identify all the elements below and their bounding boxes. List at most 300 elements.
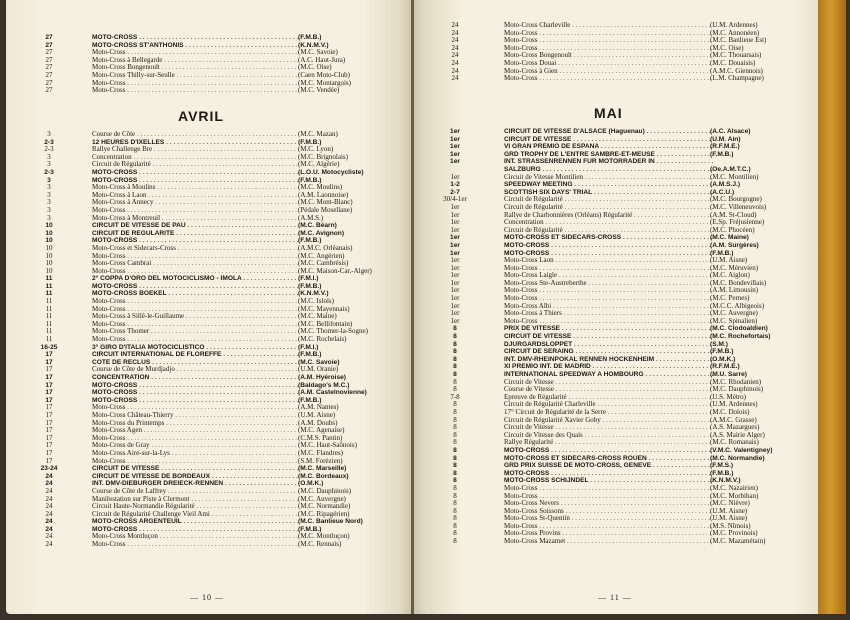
event-date: 23-24 — [40, 465, 58, 473]
event-date: 17 — [45, 389, 53, 397]
event-name: MOTO-CROSS . . . — [92, 389, 298, 397]
event-name: MOTO-CROSS ET SIDECARS-CROSS ROUEN . . . — [504, 455, 714, 463]
event-date: 27 — [45, 86, 53, 95]
event-date: 1er — [450, 263, 460, 272]
event-name: SPEEDWAY MEETING . . . — [504, 181, 714, 189]
event-club: (M.C. Maine) — [710, 234, 749, 242]
event-row — [34, 412, 384, 420]
right-page — [414, 0, 818, 614]
event-club: (A.M. Limousin) — [710, 287, 759, 295]
event-row — [34, 34, 384, 42]
event-name: MOTO-CROSS . . . — [92, 382, 298, 390]
event-date: 27 — [45, 48, 53, 57]
event-date: 1er — [450, 301, 460, 310]
event-date: 11 — [45, 319, 53, 328]
event-date: 1er — [450, 256, 460, 265]
event-date: 8 — [453, 407, 457, 416]
event-row — [34, 290, 384, 298]
event-row — [34, 450, 384, 458]
event-name: Moto-Cross Thomer . . . — [92, 328, 298, 336]
event-row — [34, 306, 384, 314]
event-date: 8 — [453, 340, 457, 348]
event-date: 8 — [453, 446, 457, 454]
event-date: 1er — [450, 202, 460, 211]
event-club: (F.M.I.) — [298, 275, 319, 283]
event-club: (M.C. Aiglon) — [710, 272, 750, 280]
event-name: Manifestation sur Piste à Clermont . . . — [92, 496, 298, 504]
event-name: MOTO-CROSS . . . — [92, 526, 298, 534]
event-club: (M.C. Flandres) — [298, 449, 343, 457]
event-row — [442, 530, 792, 538]
event-name: MOTO-CROSS BOEKEL . . . — [92, 290, 298, 298]
event-name: Moto-Cross . . . — [92, 458, 298, 466]
event-row — [442, 181, 792, 189]
event-row — [442, 356, 792, 364]
event-row — [442, 333, 792, 341]
event-row — [34, 154, 384, 162]
event-row — [442, 37, 792, 45]
event-club: (M.C. Thomer-la-Sogne) — [298, 328, 368, 336]
event-date: 1er — [450, 271, 460, 280]
event-row — [34, 351, 384, 359]
event-name: Epreuve de Régularité . . . — [504, 394, 714, 402]
event-club: (M.C. Brignolais) — [298, 153, 348, 161]
event-name: MOTO-CROSS . . . — [92, 283, 298, 291]
event-row — [34, 184, 384, 192]
event-club: (M.C. Thouarsais) — [710, 52, 762, 60]
event-date: 11 — [45, 304, 53, 313]
event-row — [34, 435, 384, 443]
event-club: (Oe.A.M.T.C.) — [710, 165, 751, 173]
event-row — [442, 485, 792, 493]
event-row — [442, 493, 792, 501]
event-row — [34, 526, 384, 534]
event-club: (S.M. Forézien) — [298, 457, 343, 465]
event-name: Concentration . . . — [92, 154, 298, 162]
event-row — [34, 207, 384, 215]
event-row — [34, 404, 384, 412]
event-club: (M.C. Villeneuvois) — [710, 203, 767, 211]
event-club: (M.C. Mazan) — [298, 131, 338, 138]
event-row — [442, 303, 792, 311]
event-row — [34, 541, 384, 549]
event-name: 17° Circuit de Régularité de la Serre . . . — [504, 409, 714, 417]
event-date: 3 — [47, 183, 51, 192]
event-row — [442, 432, 792, 440]
event-date: 8 — [453, 477, 457, 485]
left-top-rows — [34, 34, 384, 95]
event-club: (A.M.C. Giennois) — [710, 67, 763, 75]
event-date: 8 — [453, 469, 457, 477]
event-club: (M.C. Bondevillais) — [710, 279, 767, 287]
event-club: (U.M. Ain) — [710, 135, 741, 143]
event-row — [442, 523, 792, 531]
event-name: MOTO-CROSS . . . — [504, 470, 714, 478]
event-row — [34, 473, 384, 481]
event-name: MOTO-CROSS . . . — [92, 397, 298, 405]
event-row — [34, 260, 384, 268]
event-date: 2-7 — [450, 188, 460, 196]
event-date: 8 — [453, 529, 457, 538]
event-club: (M.C. Rennais) — [298, 541, 342, 549]
event-club: (F.M.B.) — [298, 34, 322, 41]
event-date: 10 — [45, 259, 53, 268]
event-name: Moto-Cross . . . — [92, 49, 298, 57]
event-row — [442, 477, 792, 485]
event-name: Moto-Cross . . . — [92, 306, 298, 314]
event-name: Moto-Cross . . . — [92, 268, 298, 276]
event-row — [34, 313, 384, 321]
event-club: (M.C. Mayennais) — [298, 305, 350, 313]
event-name: Moto-Cross . . . — [504, 265, 714, 273]
event-row — [34, 465, 384, 473]
event-club: (C.M.S. Pantin) — [298, 434, 343, 442]
event-date: 10 — [45, 229, 53, 237]
event-date: 24 — [45, 509, 53, 518]
event-row — [34, 268, 384, 276]
event-club: (M.C. Cambrésis) — [298, 260, 349, 268]
event-name: Moto-Cross . . . — [92, 207, 298, 215]
event-row — [34, 64, 384, 72]
event-club: (M.C. Rochefortais) — [710, 333, 771, 341]
event-name: CONCENTRATION . . . — [92, 374, 298, 382]
event-date: 17 — [45, 358, 53, 366]
event-date: 17 — [45, 426, 53, 435]
event-row — [34, 336, 384, 344]
event-club: (F.M.I.) — [298, 343, 319, 351]
event-date: 1er — [450, 135, 460, 143]
event-row — [442, 538, 792, 546]
event-date: 8 — [453, 377, 457, 386]
event-name: Rallye Challenge Bre . . . — [92, 146, 298, 154]
event-name: Moto-Cross . . . — [92, 253, 298, 261]
event-date: 11 — [45, 312, 53, 321]
event-name: INTERNATIONAL SPEEDWAY A HOMBOURG . . . — [504, 371, 714, 379]
event-row — [34, 442, 384, 450]
event-name: Moto-Cross . . . — [504, 523, 714, 531]
event-name: Moto-Cross à Montreuil . . . — [92, 215, 298, 223]
event-club: (Caen Moto-Club) — [298, 71, 350, 79]
event-club: (A.M. Laonnoise) — [298, 191, 349, 199]
event-name: Moto-Cross à Thiers . . . — [504, 310, 714, 318]
event-name: COTE DE RECLUS . . . — [92, 359, 298, 367]
event-date: 11 — [45, 275, 53, 283]
event-club: (A.S. Mairie Alger) — [710, 431, 765, 439]
event-row — [442, 143, 792, 151]
event-name: CIRCUIT DE VITESSE DE BORDEAUX . . . — [92, 473, 298, 481]
event-name: Moto-Cross . . . — [504, 45, 714, 53]
event-row — [34, 72, 384, 80]
event-club: (M.C. Annonéen) — [710, 29, 760, 37]
event-name: Circuit de Vitesse des Quais . . . — [504, 432, 714, 440]
event-club: (M.C. Dauphinois) — [298, 487, 352, 495]
event-row — [442, 386, 792, 394]
event-name: Moto-Cross Thilly-sur-Seulle . . . — [92, 72, 298, 80]
event-club: (F.M.B.) — [298, 237, 322, 245]
event-name: Moto-Cross Laon . . . — [504, 257, 714, 265]
event-row — [34, 382, 384, 390]
event-club: (M.C. Normandie) — [710, 454, 765, 462]
event-date: 17 — [45, 410, 53, 419]
event-name: Moto-Cross à Gien . . . — [504, 68, 714, 76]
event-row — [442, 280, 792, 288]
event-name: CIRCUIT DE VITESSE DE PAU . . . — [92, 222, 298, 230]
event-row — [34, 503, 384, 511]
event-name: Moto-Cross Ste-Austreberthe . . . — [504, 280, 714, 288]
event-name: Moto-Cross Nevers . . . — [504, 500, 714, 508]
event-row — [442, 75, 792, 83]
event-date: 17 — [45, 418, 53, 427]
event-date: 10 — [45, 251, 53, 260]
event-date: 1er — [450, 128, 460, 135]
event-date: 24 — [45, 494, 53, 503]
event-club: (M.C. Nièvre) — [710, 500, 750, 508]
event-date: 2-3 — [44, 138, 54, 146]
event-date: 3 — [47, 176, 51, 184]
event-name: Moto-Cross à Laon . . . — [92, 192, 298, 200]
event-name: DJURGARDSLOPPET . . . — [504, 341, 714, 349]
event-date: 7-8 — [450, 392, 460, 401]
event-club: (F.M.B.) — [298, 282, 322, 290]
event-row — [442, 60, 792, 68]
event-name: Moto-Cross et Sidecars-Cross . . . — [92, 245, 298, 253]
event-date: 1er — [450, 143, 460, 151]
event-date: 1er — [450, 218, 460, 227]
event-date: 24 — [45, 532, 53, 541]
event-name: Course de Vitesse . . . — [504, 386, 714, 394]
event-date: 8 — [453, 521, 457, 530]
event-name: Moto-Cross à Moulins . . . — [92, 184, 298, 192]
event-name: Circuit de Régularité Charleville . . . — [504, 401, 714, 409]
event-club: (A.M. Castelnovienne) — [298, 389, 367, 397]
event-row — [34, 253, 384, 261]
event-club: (M.C. Moulins) — [298, 184, 343, 192]
event-date: 8 — [453, 499, 457, 508]
event-row — [442, 394, 792, 402]
event-club: (M.C. Maine) — [298, 313, 337, 321]
event-club: (U.M. Ardennes) — [710, 22, 758, 29]
event-row — [442, 52, 792, 60]
event-row — [34, 237, 384, 245]
event-date: 8 — [453, 371, 457, 378]
event-club: (M.C. Douaisis) — [710, 59, 756, 67]
event-date: 27 — [45, 41, 53, 49]
event-name: Moto-Cross . . . — [504, 30, 714, 38]
event-date: 1er — [450, 150, 460, 158]
event-row — [34, 283, 384, 291]
event-row — [34, 496, 384, 504]
event-name: MOTO-CROSS . . . — [92, 34, 298, 42]
event-club: (A.S. Mazargues) — [710, 424, 760, 432]
event-date: 8 — [453, 355, 457, 363]
event-name: Course de Côte . . . — [92, 131, 298, 139]
event-name: CIRCUIT DE VITESSE . . . — [504, 333, 714, 341]
event-row — [442, 257, 792, 265]
event-date: 11 — [45, 282, 53, 290]
event-name: Moto-Cross . . . — [504, 37, 714, 45]
event-date: 8 — [453, 333, 457, 341]
event-name: MOTO-CROSS SCHIJNDEL . . . — [504, 477, 714, 485]
event-name: Moto-Cross Agen . . . — [92, 427, 298, 435]
event-name: Moto-Cross . . . — [504, 318, 714, 326]
event-row — [442, 22, 792, 30]
event-name: PRIX DE VITESSE . . . — [504, 325, 714, 333]
event-name: Moto-Cross . . . — [92, 298, 298, 306]
event-name: Moto-Cross Aire-sur-la-Lys . . . — [92, 450, 298, 458]
event-name: Course de Côte de Murdjadjo . . . — [92, 366, 298, 374]
event-name: Moto-Cross . . . — [504, 75, 714, 83]
event-date: 10 — [45, 243, 53, 252]
event-date: 8 — [453, 514, 457, 523]
event-row — [442, 212, 792, 220]
event-club: (M.C. Méruvien) — [710, 264, 759, 272]
event-row — [442, 500, 792, 508]
event-row — [442, 508, 792, 516]
event-club: (M.C. Rhodanien) — [710, 378, 762, 386]
event-date: 24 — [45, 486, 53, 495]
event-date: 2-3 — [44, 145, 54, 154]
event-row — [442, 30, 792, 38]
event-row — [442, 204, 792, 212]
event-date: 1er — [450, 286, 460, 295]
event-date: 30/4-1er — [443, 195, 467, 204]
event-club: (M.C. Pernes) — [710, 295, 750, 303]
event-date: 1er — [450, 294, 460, 303]
event-row — [442, 158, 792, 166]
event-row — [34, 230, 384, 238]
event-club: (A.C.U.) — [710, 188, 735, 196]
event-date: 24 — [45, 472, 53, 480]
event-row — [34, 389, 384, 397]
event-name: Moto-Cross . . . — [504, 485, 714, 493]
event-row — [442, 196, 792, 204]
event-name: Moto-Cross Bongenoult . . . — [504, 52, 714, 60]
event-name: CIRCUIT INTERNATIONAL DE FLOREFFE . . . — [92, 351, 298, 359]
event-row — [442, 371, 792, 379]
event-club: (F.M.B.) — [710, 150, 734, 158]
event-date: 17 — [45, 403, 53, 412]
event-date: 24 — [45, 480, 53, 488]
event-row — [442, 310, 792, 318]
event-date: 8 — [453, 483, 457, 492]
event-row — [34, 511, 384, 519]
event-row — [442, 272, 792, 280]
event-row — [34, 420, 384, 428]
event-date: 24 — [451, 58, 459, 67]
event-name: MOTO-CROSS . . . — [504, 447, 714, 455]
event-club: (F.M.B.) — [710, 469, 734, 477]
event-name: Rallye de Charbonnières (Orléans) Régularité . . . — [504, 212, 714, 220]
left-rows — [34, 131, 384, 549]
event-row — [442, 325, 792, 333]
event-club: (M.C. Maison-Car.-Alger) — [298, 267, 372, 275]
event-club: (A.M.S.J.) — [710, 181, 741, 189]
event-row — [442, 174, 792, 182]
event-date: 3 — [47, 160, 51, 169]
event-date: 3 — [47, 198, 51, 207]
right-page-number: — 11 — — [598, 593, 632, 602]
event-club: (M.C. Banlieue Nord) — [298, 518, 363, 526]
event-row — [34, 321, 384, 329]
event-name: Concentration . . . — [504, 219, 714, 227]
event-row — [442, 68, 792, 76]
event-name: Moto-Cross Bongenoult . . . — [92, 64, 298, 72]
event-date: 8 — [453, 506, 457, 515]
event-row — [34, 139, 384, 147]
event-date: 10 — [45, 266, 53, 275]
event-name: Moto-Cross . . . — [92, 87, 298, 95]
event-date: 24 — [451, 43, 459, 52]
event-name: Moto-Cross Cambrai . . . — [92, 260, 298, 268]
event-date: 24 — [451, 74, 459, 83]
event-date: 8 — [453, 348, 457, 356]
event-name: Moto-Cross à Sillé-le-Guillaume . . . — [92, 313, 298, 321]
event-name: Moto-Cross Soissons . . . — [504, 508, 714, 516]
event-date: 24 — [451, 28, 459, 37]
event-name: Moto-Cross Charleville . . . — [504, 22, 714, 30]
event-date: 8 — [453, 462, 457, 470]
event-date: 3 — [47, 190, 51, 199]
event-name: VI GRAN PREMIO DE ESPAÑA . . . — [504, 143, 714, 151]
event-name: Moto-Cross Mazamet . . . — [504, 538, 714, 546]
event-date: 8 — [453, 415, 457, 424]
event-row — [34, 533, 384, 541]
event-club: (R.F.M.E.) — [710, 363, 740, 371]
event-club: (M.C. Romanais) — [710, 439, 759, 447]
event-date: 24 — [45, 525, 53, 533]
event-club: (M.C. Clodoaldien) — [710, 325, 768, 333]
event-name: Moto-Cross . . . — [92, 80, 298, 88]
event-row — [442, 136, 792, 144]
event-date: 11 — [45, 297, 53, 306]
event-club: (A.M. Hyéroise) — [298, 374, 346, 381]
event-club: (F.M.B.) — [710, 249, 734, 257]
event-name: Moto-Cross . . . — [92, 541, 298, 549]
event-date: 1er — [450, 210, 460, 219]
event-club: (M.C. Montluçon) — [298, 533, 350, 541]
event-club: (M.C. Béarn) — [298, 222, 337, 230]
event-club: (M.C. Haut-Saônois) — [298, 442, 357, 450]
event-date: 8 — [453, 325, 457, 333]
event-club: (M.C. Savoie) — [298, 49, 338, 57]
event-row — [442, 470, 792, 478]
event-club: (F.M.B.) — [298, 138, 322, 146]
event-club: (U.M. Aisne) — [710, 257, 748, 265]
event-club: (M.C. Phocéen) — [710, 226, 755, 234]
event-date: 8 — [453, 491, 457, 500]
event-date: 8 — [453, 537, 457, 546]
event-name: MOTO-CROSS . . . — [92, 177, 298, 185]
event-club: (U.M. Aisne) — [710, 515, 748, 523]
event-date: 3 — [47, 205, 51, 214]
event-row — [442, 250, 792, 258]
event-row — [442, 348, 792, 356]
event-club: (M.C. Nazairien) — [710, 484, 759, 492]
event-row — [34, 397, 384, 405]
event-row — [34, 131, 384, 139]
event-club: (A.M. Surgères) — [710, 241, 759, 249]
event-date: 17 — [45, 456, 53, 465]
event-row — [34, 245, 384, 253]
event-date: 17 — [45, 396, 53, 404]
event-club: (F.M.B.) — [298, 176, 322, 184]
month-heading-mai: MAI — [594, 105, 623, 121]
event-date: 17 — [45, 433, 53, 442]
event-name: MOTO-CROSS . . . — [504, 242, 714, 250]
event-row — [34, 298, 384, 306]
event-club: (M.C. Isloïs) — [298, 298, 334, 306]
event-date: 24 — [451, 36, 459, 45]
